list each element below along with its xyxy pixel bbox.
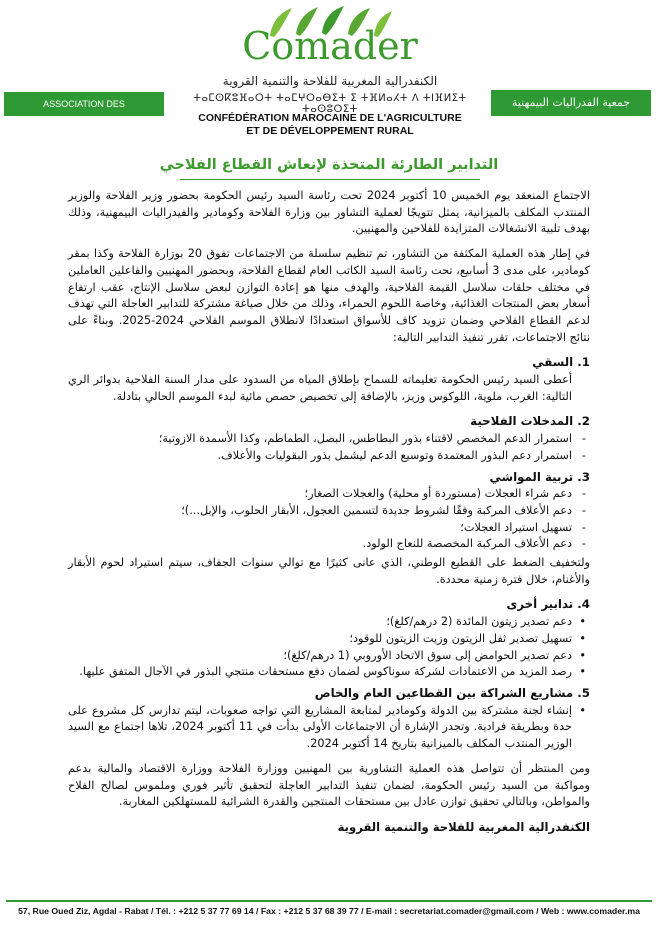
org-name-french-line2: ET DE DÉVELOPPEMENT RURAL: [246, 125, 414, 137]
section-1-heading: 1. السقي: [532, 355, 590, 370]
org-name-french: [180, 112, 480, 138]
org-name-arabic: الكنفدرالية المغربية للفلاحة والتنمية القروية: [222, 74, 438, 88]
section-3-heading: 3. تربية المواشي: [489, 469, 590, 484]
letterhead: [0, 0, 658, 155]
list-item: • تسهيل تصدير ثفل الزيتون وزيت الزيتون للوقود؛: [68, 631, 572, 648]
section-2-heading: 2. المدخلات الفلاحية: [470, 414, 590, 429]
footer-divider: [6, 900, 652, 902]
association-tag-arabic: جمعية الفدراليات البيمهنية: [491, 90, 651, 116]
list-item: • رصد المزيد من الاعتمادات لشركة سوناكوس لضمان دفع مستحقات منتجي البذور في الآجال المتفق عليها.: [68, 664, 572, 681]
document-body: [68, 188, 590, 836]
section-5-heading: 5. مشاريع الشراكة بين القطاعين العام والخاص: [314, 685, 590, 700]
list-item: - دعم شراء العجلات (مستوردة أو محلية) والعجلات الصغار؛: [68, 486, 572, 503]
list-item: • دعم تصدير الحوامض إلى سوق الاتحاد الأوروبي (1 درهم/كلغ)؛: [68, 648, 572, 665]
list-item: • إنشاء لجنة مشتركة بين الدولة وكومادير لمتابعة المشاريع التي تواجه صعوبات، ليتم تدارس كل مشروع على حدة وبطريقة فرادية. وتجدر الإشارة أن الاجتماعات الأولى بدأت في 11 أكتوبر 2024، تلاها اجتماع مع السيد الوزير المنتدب المكلف بالميزانية بتاريخ 14 أكتوبر 2024.: [68, 703, 572, 753]
intro-paragraph-2: في إطار هذه العملية المكثفة من التشاور، تم تنظيم سلسلة من الاجتماعات تفوق 20 بوزارة الفلاحة وكذا بمقر كومادير، على مدى 3 أسابيع، تحت رئاسة السيد الكاتب العام لقطاع الفلاحة، وبحضور المهنيين والفاعلين العاملين في مختلف حلقات سلاسل القيمة الفلاحية، والهدف منها هو إعادة التوازن لبعض سلاسل الإنتاج، عقب ارتفاع أسعار بعض المنتجات الغذائية، وخاصة اللحوم الحمراء، وذلك من خلال صياغة مشتركة للتدابير العاجلة التي تهدف لدعم القطاع الفلاحي وضمان تزويد كاف للأسواق استعدادًا لانطلاق الموسم الفلاحي 2024-2025. وبناءً على نتائج الاجتماعات، تقرر تنفيذ التدابير التالية:: [68, 247, 590, 344]
section-4-heading: 4. تدابير أخرى: [506, 597, 590, 612]
section-3-body: ولتخفيف الضغط على القطيع الوطني، الذي عانى كثيرًا مع توالي سنوات الجفاف، سيتم استيراد لحوم الأبقار والأغنام، خلال فترة زمنية محددة.: [68, 556, 590, 586]
section-4-list: [68, 614, 590, 681]
list-item: - دعم الأعلاف المركبة المخصصة للنعاج الولود.: [68, 536, 572, 553]
org-name-french-line1: CONFÉDÉRATION MAROCAINE DE L'AGRICULTURE: [198, 112, 462, 124]
closing-paragraph: ومن المنتظر أن تتواصل هذه العملية التشاورية بين المهنيين ووزارة الفلاحة ووزارة الاقتصاد والمالية بدعم ومواكبة من السيد رئيس الحكومة، لضمان تنفيذ التدابير العاجلة لتحقيق تأثير فوري وملموس لصالح الفلاح والمواطن، وبالتالي تحقيق توازن عادل بين مستحقات المنتجين والقدرة الشرائية للمستهلكين المغاربة.: [68, 761, 590, 809]
list-item: - استمرار دعم البذور المعتمدة وتوسيع الدعم ليشمل بذور البقوليات والأعلاف.: [68, 448, 572, 465]
title-underline: [180, 179, 480, 180]
signature: الكنفدرالية المغربية للفلاحة والتنمية القروية: [337, 819, 590, 834]
list-item: - دعم الأعلاف المركبة وفقًا لشروط جديدة لتسمين العجول، الأبقار الحلوب، والإبل...)؛: [68, 503, 572, 520]
section-1-body: أعطى السيد رئيس الحكومة تعليماته للسماح بإطلاق المياه من السدود على مدار السنة الفلاحية بدوائر الري التالية: الغرب، ملوية، اللوكوس وزيز، بالإضافة إلى تخصيص حصص مائية لبدء الموسم الحالي بتادلة.: [68, 373, 572, 403]
logo-wordmark: Comader: [242, 24, 418, 68]
org-name-tifinagh: ⵜⴰⵎⵙⴽⵓⴼⴰⵔⵜ ⵜⴰⵎⵖⵔⴰⴱⵉⵜ ⵉ ⵜⴼⵍⴰⵃⵜ ⴷ ⵜⵏⴼⵍⵉⵜ ⵜⴰⵙⵓⵔⵉⵜ: [193, 93, 467, 115]
section-3-list: [68, 486, 590, 553]
list-item: • دعم تصدير زيتون المائدة (2 درهم/كلغ)؛: [68, 614, 572, 631]
section-2-list: [68, 431, 590, 464]
association-tag-french: ASSOCIATION DES INTERPROFESSIONS: [4, 92, 164, 116]
list-item: - تسهيل استيراد العجلات؛: [68, 520, 572, 537]
section-5-list: [68, 703, 590, 753]
list-item: - استمرار الدعم المخصص لاقتناء بذور البطاطس، البصل، الطماطم، وكذا الأسمدة الازوتية؛: [68, 431, 572, 448]
document-title: التدابير الطارئة المتخذة لإنعاش القطاع الفلاحي: [159, 157, 499, 173]
intro-paragraph-1: الاجتماع المنعقد يوم الخميس 10 أكتوبر 2024 تحت رئاسة السيد رئيس الحكومة بحضور وزير الفلاحة والوزير المنتدب المكلف بالميزانية، يمثل تتويجًا لعملية التشاور بين وزارة الفلاحة وكومادير والفيدراليات البيمهنية، وذلك بهدف تلبية الانشغالات المتزايدة للفلاحين والمهنيين.: [68, 189, 591, 236]
footer-contact: 57, Rue Oued Ziz, Agdal - Rabat / Tél. : +212 5 37 77 69 14 / Fax : +212 5 37 68 39 77 / E-mail : secretariat.comader@gmail.com / Web : www.comader.ma: [18, 906, 640, 916]
